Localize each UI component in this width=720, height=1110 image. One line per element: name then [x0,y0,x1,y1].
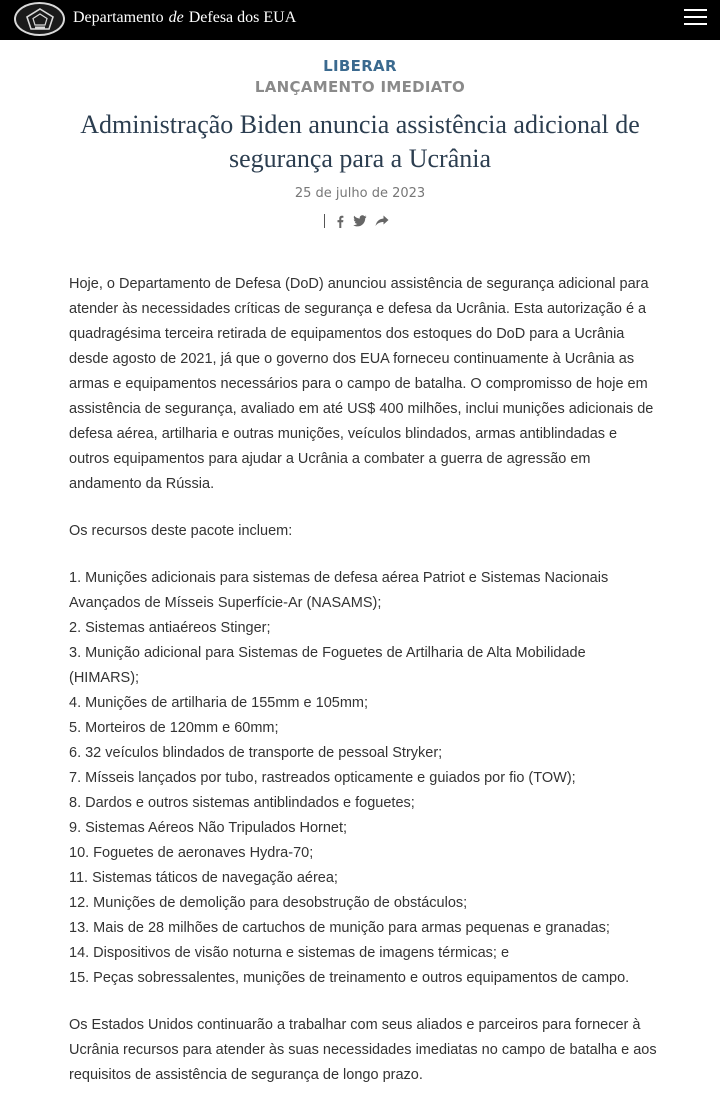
brand-text-right: Defesa dos EUA [188,9,297,26]
brand-text-left: Departamento [73,9,164,26]
twitter-icon[interactable] [353,215,367,227]
list-item: 10. Foguetes de aeronaves Hydra-70; [69,845,314,861]
category-label[interactable]: LIBERAR [323,57,397,75]
share-icon[interactable] [375,215,389,227]
list-item: 6. 32 veículos blindados de transporte de pessoal Stryker; [69,745,443,761]
list-item: 11. Sistemas táticos de navegação aérea; [69,870,338,886]
publish-date: 25 de julho de 2023 [294,186,426,201]
list-item: 12. Munições de demolição para desobstrução de obstáculos; [69,895,468,911]
subcategory-label: LANÇAMENTO IMEDIATO [254,78,466,96]
list-item: 15. Peças sobressalentes, munições de treinamento e outros equipamentos de campo. [69,970,630,986]
site-brand[interactable] [73,9,296,27]
list-item: 8. Dardos e outros sistemas antiblindados e foguetes; [69,795,415,811]
list-item: 4. Munições de artilharia de 155mm e 105mm; [69,695,369,711]
capabilities-list [69,566,659,991]
share-divider [324,214,325,228]
list-item: 1. Munições adicionais para sistemas de defesa aérea Patriot e Sistemas Nacionais Avançados de Mísseis Superfície-Ar (NASAMS); [69,570,609,611]
list-intro: Os recursos deste pacote incluem: [69,523,293,539]
share-toolbar [324,213,397,229]
list-item: 13. Mais de 28 milhões de cartuchos de munição para armas pequenas e granadas; [69,920,610,936]
hamburger-menu-icon[interactable] [684,9,707,27]
list-item: 5. Morteiros de 120mm e 60mm; [69,720,279,736]
facebook-icon[interactable] [335,215,345,228]
top-navigation-bar [0,0,720,40]
pentagon-seal-icon[interactable] [14,2,65,36]
brand-text-de: de [168,9,184,26]
list-item: 3. Munição adicional para Sistemas de Foguetes de Artilharia de Alta Mobilidade (HIMARS); [69,645,586,686]
article-body [69,272,659,1110]
list-item: 9. Sistemas Aéreos Não Tripulados Hornet; [69,820,348,836]
page-title: Administração Biden anuncia assistência adicional de segurança para a Ucrânia [80,110,640,173]
list-item: 7. Mísseis lançados por tubo, rastreados opticamente e guiados por fio (TOW); [69,770,576,786]
intro-paragraph: Hoje, o Departamento de Defesa (DoD) anunciou assistência de segurança adicional para atender às necessidades críticas de segurança e defesa da Ucrânia. Esta autorização é a quadragésima terceira retirada de equipamentos dos estoques do DoD para a Ucrânia desde agosto de 2021, já que o governo dos EUA forneceu continuamente à Ucrânia as armas e equipamentos necessários para o campo de batalha. O compromisso de hoje em assistência de segurança, avaliado em até US$ 400 milhões, inclui munições adicionais de defesa aérea, artilharia e outras munições, veículos blindados, armas antiblindadas e outros equipamentos para ajudar a Ucrânia a combater a guerra de agressão em andamento da Rússia. [69,276,654,492]
list-item: 14. Dispositivos de visão noturna e sistemas de imagens térmicas; e [69,945,510,961]
list-item: 2. Sistemas antiaéreos Stinger; [69,620,271,636]
closing-paragraph: Os Estados Unidos continuarão a trabalhar com seus aliados e parceiros para fornecer à Ucrânia recursos para atender às suas necessidades imediatas no campo de batalha e aos requisitos de assistência de segurança de longo prazo. [69,1017,657,1083]
